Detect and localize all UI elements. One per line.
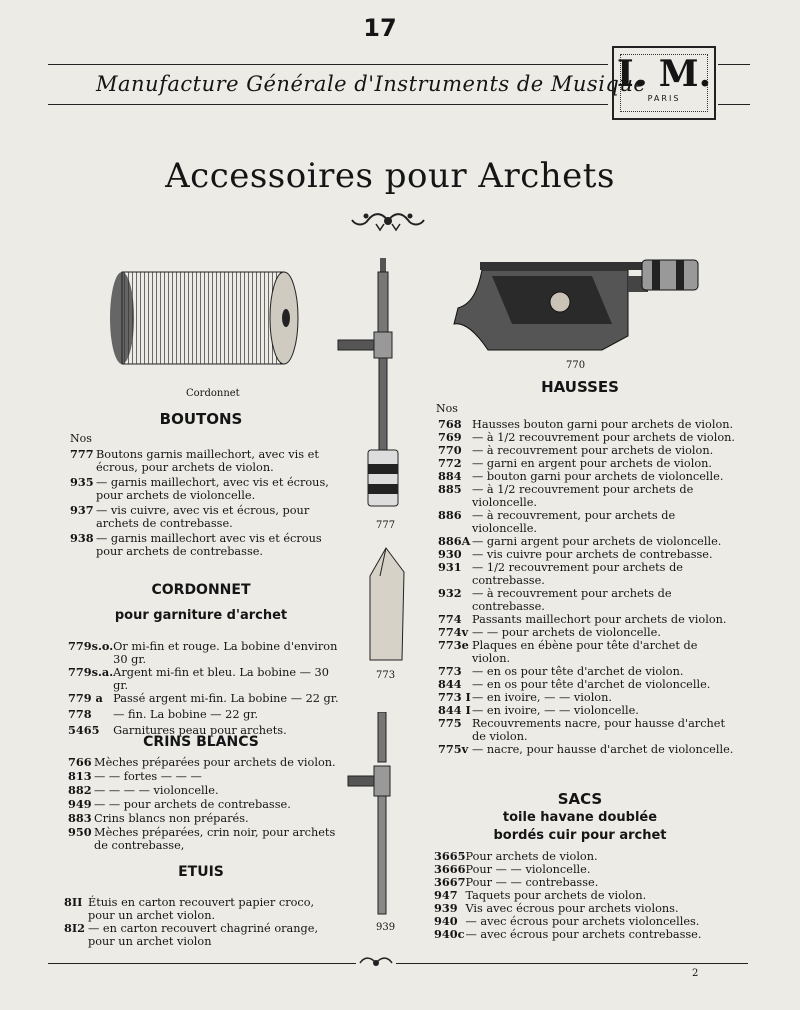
list-item: 770 — à recouvrement pour archets de violon. xyxy=(438,443,714,457)
list-item: 885 — à 1/2 recouvrement pour archets de violoncelle. xyxy=(438,482,694,509)
header-rule-top xyxy=(48,64,608,65)
list-item: 938 — garnis maillechort avec vis et écrous pour archets de contrebasse. xyxy=(70,531,322,558)
list-item: 779s.o. Or mi-fin et rouge. La bobine d'environ 30 gr. xyxy=(68,639,338,666)
figure-caption-cordonnet: Cordonnet xyxy=(186,388,240,399)
list-item: 777 Boutons garnis maillechort, avec vis et écrous, pour archets de violon. xyxy=(70,447,319,474)
cordonnet-heading: CORDONNET xyxy=(151,582,251,598)
footer-signature-number: 2 xyxy=(692,968,699,979)
logo-city: PARIS xyxy=(647,94,681,103)
boutons-heading: BOUTONS xyxy=(159,410,243,428)
page-number: 17 xyxy=(363,14,397,42)
sacs-subheading-2: bordés cuir pour archet xyxy=(493,828,667,843)
list-item: 768 Hausses bouton garni pour archets de violon. xyxy=(438,417,734,431)
bow-screw-939-illustration xyxy=(344,712,394,918)
figure-caption-770: 770 xyxy=(566,360,586,371)
list-item: 931 — 1/2 recouvrement pour archets de contrebasse. xyxy=(438,560,683,587)
list-item: 3667 Pour — — contrebasse. xyxy=(434,875,599,889)
hausses-heading: HAUSSES xyxy=(541,378,619,396)
list-item: 940 — avec écrous pour archets violoncelles. xyxy=(434,914,700,928)
list-item: 3666 Pour — — violoncelle. xyxy=(434,862,591,876)
list-item: 947 Taquets pour archets de violon. xyxy=(434,888,647,902)
list-item: 769 — à 1/2 recouvrement pour archets de violon. xyxy=(438,430,735,444)
list-item: 886A — garni argent pour archets de violoncelle. xyxy=(438,534,722,548)
list-item: 779s.a. Argent mi-fin et bleu. La bobine — 30 gr. xyxy=(68,665,329,692)
footer-ornament-icon xyxy=(356,955,396,971)
list-item: 3665 Pour archets de violon. xyxy=(434,849,598,863)
sacs-heading: SACS xyxy=(557,790,603,808)
page-title: Accessoires pour Archets xyxy=(165,156,615,196)
list-item: 813 — — fortes — — — xyxy=(68,769,202,783)
floral-ornament-icon xyxy=(346,208,430,234)
manufacturer-name: Manufacture Générale d'Instruments de Musique xyxy=(96,72,647,96)
footer-rule xyxy=(48,963,748,964)
bow-screw-777-illustration xyxy=(336,258,406,516)
plate-773-illustration xyxy=(364,546,408,664)
header-rule-bottom xyxy=(48,104,608,105)
list-item: 773 I — en ivoire, — — violon. xyxy=(438,690,612,704)
hausses-list xyxy=(438,418,738,756)
im-logo xyxy=(612,46,716,120)
list-item: 766 Mèches préparées pour archets de violon. xyxy=(68,755,336,769)
sacs-subheading-1: toile havane doublée xyxy=(502,810,658,825)
list-item: 775v — nacre, pour hausse d'archet de violoncelle. xyxy=(438,742,734,756)
boutons-list xyxy=(70,448,340,560)
list-item: 5465 Garnitures peau pour archets. xyxy=(68,723,287,737)
logo-initials: I. M. xyxy=(616,53,712,95)
cordonnet-list xyxy=(68,640,344,740)
list-item: 772 — garni en argent pour archets de violon. xyxy=(438,456,712,470)
list-item: 937 — vis cuivre, avec vis et écrous, pour archets de contrebasse. xyxy=(70,503,310,530)
etuis-list xyxy=(64,896,340,948)
list-item: 886 — à recouvrement, pour archets de violoncelle. xyxy=(438,508,676,535)
hausses-nos-label: Nos xyxy=(436,402,458,415)
list-item: 8I2 — en carton recouvert chagriné orange, pour un archet violon xyxy=(64,921,319,948)
list-item: 932 — à recouvrement pour archets de contrebasse. xyxy=(438,586,672,613)
bow-frog-770-illustration xyxy=(452,256,704,356)
list-item: 8II Étuis en carton recouvert papier croco, pour un archet violon. xyxy=(64,895,315,922)
list-item: 778 — fin. La bobine — 22 gr. xyxy=(68,707,259,721)
list-item: 844 I — en ivoire, — — violoncelle. xyxy=(438,703,639,717)
cordonnet-spool-illustration xyxy=(108,266,300,370)
list-item: 775 Recouvrements nacre, pour hausse d'archet de violon. xyxy=(438,716,726,743)
boutons-nos-label: Nos xyxy=(70,432,92,445)
list-item: 844 — en os pour tête d'archet de violoncelle. xyxy=(438,677,711,691)
figure-caption-773: 773 xyxy=(376,670,396,681)
list-item: 779 a Passé argent mi-fin. La bobine — 22 gr. xyxy=(68,691,339,705)
header-rule-right-bottom xyxy=(718,104,750,105)
sacs-list xyxy=(434,850,734,941)
list-item: 949 — — pour archets de contrebasse. xyxy=(68,797,291,811)
list-item: 773e Plaques en ébène pour tête d'archet de violon. xyxy=(438,638,698,665)
list-item: 884 — bouton garni pour archets de violoncelle. xyxy=(438,469,724,483)
list-item: 774 Passants maillechort pour archets de violon. xyxy=(438,612,727,626)
crins-list xyxy=(68,756,338,852)
list-item: 940c — avec écrous pour archets contrebasse. xyxy=(434,927,702,941)
header-rule-right-top xyxy=(718,64,750,65)
cordonnet-subheading: pour garniture d'archet xyxy=(114,608,288,623)
figure-caption-777: 777 xyxy=(376,520,396,531)
list-item: 774v — — pour archets de violoncelle. xyxy=(438,625,661,639)
list-item: 773 — en os pour tête d'archet de violon. xyxy=(438,664,684,678)
figure-caption-939: 939 xyxy=(376,922,396,933)
list-item: 935 — garnis maillechort, avec vis et écrous, pour archets de violoncelle. xyxy=(70,475,329,502)
crins-heading: CRINS BLANCS xyxy=(143,734,259,750)
list-item: 950 Mèches préparées, crin noir, pour archets de contrebasse, xyxy=(68,825,336,852)
list-item: 883 Crins blancs non préparés. xyxy=(68,811,249,825)
list-item: 930 — vis cuivre pour archets de contrebasse. xyxy=(438,547,713,561)
list-item: 882 — — — — violoncelle. xyxy=(68,783,219,797)
list-item: 939 Vis avec écrous pour archets violons. xyxy=(434,901,679,915)
etuis-heading: ETUIS xyxy=(178,864,224,880)
